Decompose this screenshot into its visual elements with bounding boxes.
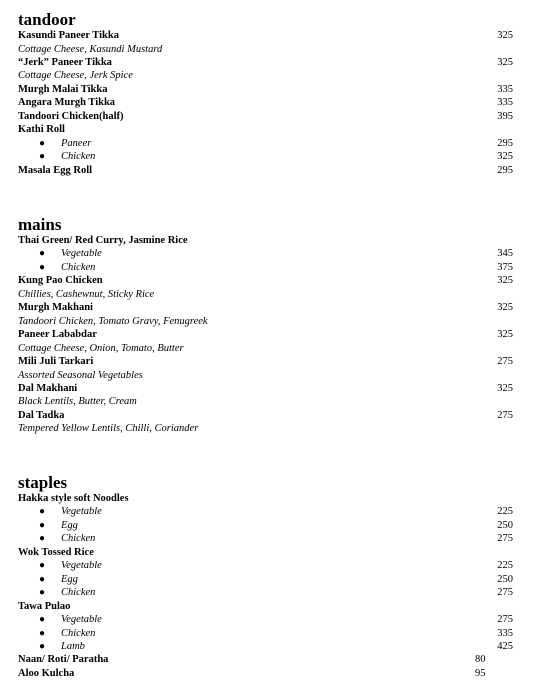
item-name: Angara Murgh Tikka — [18, 97, 116, 109]
item-description — [18, 369, 513, 382]
bullet-icon: ● — [39, 151, 46, 163]
item-description-text: Cottage Cheese, Kasundi Mustard — [18, 43, 163, 55]
menu-item — [18, 234, 513, 247]
item-name: Aloo Kulcha — [18, 667, 75, 679]
sub-item-label: Egg — [61, 519, 78, 531]
item-price: 95 — [475, 667, 486, 679]
menu-item — [18, 409, 513, 422]
sub-item-label: Vegetable — [61, 614, 102, 626]
menu-item — [18, 164, 513, 177]
bullet-icon: ● — [39, 627, 46, 639]
sub-item-price: 425 — [497, 641, 513, 652]
sub-item-label: Chicken — [61, 151, 96, 163]
sub-item — [18, 247, 513, 260]
sub-item — [18, 627, 513, 640]
item-price: 275 — [497, 409, 513, 421]
item-name: Dal Makhani — [18, 382, 78, 394]
item-name: Naan/ Roti/ Paratha — [18, 654, 109, 666]
bullet-icon: ● — [39, 533, 46, 545]
item-description — [18, 342, 513, 355]
sub-item-label: Paneer — [61, 137, 92, 149]
item-description-text: Tandoori Chicken, Tomato Gravy, Fenugreek — [18, 315, 208, 327]
sub-item-label: Lamb — [61, 641, 85, 652]
item-name: Wok Tossed Rice — [18, 546, 94, 558]
item-name: Mili Juli Tarkari — [18, 356, 94, 367]
item-price: 325 — [497, 275, 513, 287]
item-name: Murgh Malai Tikka — [18, 83, 108, 95]
menu-item — [18, 667, 513, 680]
menu-item — [18, 110, 513, 123]
menu-item — [18, 123, 513, 136]
bullet-icon: ● — [39, 519, 46, 531]
sub-item — [18, 573, 513, 586]
sub-item-price: 225 — [497, 506, 513, 518]
menu-item — [18, 83, 513, 96]
sub-item-price: 375 — [497, 261, 513, 273]
bullet-icon: ● — [39, 261, 46, 273]
item-name: Hakka style soft Noodles — [18, 493, 129, 504]
section-heading-mains: mains — [18, 215, 62, 234]
item-price: 335 — [497, 83, 513, 95]
menu-item — [18, 301, 513, 314]
menu-item — [18, 96, 513, 109]
sub-item — [18, 519, 513, 532]
bullet-icon: ● — [39, 560, 46, 572]
item-price: 325 — [497, 329, 513, 341]
item-description — [18, 422, 513, 435]
menu-item — [18, 29, 513, 42]
item-price: 295 — [497, 164, 513, 176]
menu-item — [18, 546, 513, 559]
item-price: 325 — [497, 302, 513, 314]
item-description-text: Black Lentils, Butter, Cream — [18, 396, 137, 408]
menu-item — [18, 274, 513, 287]
item-name: Tandoori Chicken(half) — [18, 110, 124, 122]
sub-item — [18, 261, 513, 274]
item-price: 325 — [497, 30, 513, 41]
sub-item-price: 275 — [497, 614, 513, 626]
item-description — [18, 395, 513, 408]
sub-item-price: 295 — [497, 137, 513, 149]
sub-item-label: Chicken — [61, 533, 96, 545]
sub-item — [18, 613, 513, 626]
sub-item-price: 275 — [497, 533, 513, 545]
item-name: Kathi Roll — [18, 124, 65, 136]
sub-item-label: Chicken — [61, 261, 96, 273]
menu-item — [18, 328, 513, 341]
bullet-icon: ● — [39, 641, 46, 652]
sub-item-price: 335 — [497, 627, 513, 639]
item-name: Masala Egg Roll — [18, 164, 93, 176]
item-price: 275 — [497, 356, 513, 367]
item-name: Dal Tadka — [18, 409, 65, 421]
bullet-icon: ● — [39, 137, 46, 149]
item-description-text: Assorted Seasonal Vegetables — [18, 369, 143, 381]
menu-item — [18, 653, 513, 666]
sub-item — [18, 559, 513, 572]
item-description — [18, 288, 513, 301]
menu-item — [18, 382, 513, 395]
sub-item-label: Chicken — [61, 627, 96, 639]
sub-item-label: Vegetable — [61, 560, 102, 572]
sub-item — [18, 505, 513, 518]
item-price: 325 — [497, 382, 513, 394]
bullet-icon: ● — [39, 587, 46, 599]
item-name: “Jerk” Paneer Tikka — [18, 56, 112, 68]
bullet-icon: ● — [39, 248, 46, 260]
menu-item — [18, 56, 513, 69]
sub-item-label: Vegetable — [61, 248, 102, 260]
sub-item — [18, 137, 513, 150]
item-price: 395 — [497, 110, 513, 122]
sub-item-label: Vegetable — [61, 506, 102, 518]
sub-item-price: 250 — [497, 519, 513, 531]
item-name: Thai Green/ Red Curry, Jasmine Rice — [18, 235, 188, 246]
item-price: 80 — [475, 654, 486, 666]
menu-item — [18, 355, 513, 368]
sub-item-price: 275 — [497, 587, 513, 599]
item-name: Paneer Lababdar — [18, 329, 97, 341]
sub-item-label: Egg — [61, 573, 78, 585]
sub-item — [18, 150, 513, 163]
menu-item — [18, 492, 513, 505]
sub-item-price: 225 — [497, 560, 513, 572]
item-name: Murgh Makhani — [18, 302, 93, 314]
section-heading-tandoor: tandoor — [18, 10, 76, 29]
item-description-text: Tempered Yellow Lentils, Chilli, Coriander — [18, 423, 199, 435]
item-description-text: Cottage Cheese, Jerk Spice — [18, 70, 133, 82]
item-name: Tawa Pulao — [18, 600, 71, 612]
item-price: 335 — [497, 97, 513, 109]
item-description — [18, 69, 513, 82]
item-description-text: Chillies, Cashewnut, Sticky Rice — [18, 288, 155, 300]
item-name: Kung Pao Chicken — [18, 275, 103, 287]
sub-item-label: Chicken — [61, 587, 96, 599]
item-description — [18, 43, 513, 56]
menu-item — [18, 600, 513, 613]
section-heading-staples: staples — [18, 473, 68, 492]
sub-item-price: 250 — [497, 573, 513, 585]
bullet-icon: ● — [39, 573, 46, 585]
bullet-icon: ● — [39, 506, 46, 518]
sub-item — [18, 640, 513, 653]
item-description — [18, 315, 513, 328]
item-price: 325 — [497, 56, 513, 68]
item-name: Kasundi Paneer Tikka — [18, 30, 119, 41]
item-description-text: Cottage Cheese, Onion, Tomato, Butter — [18, 342, 184, 354]
sub-item-price: 325 — [497, 151, 513, 163]
sub-item — [18, 532, 513, 545]
sub-item-price: 345 — [497, 248, 513, 260]
bullet-icon: ● — [39, 614, 46, 626]
sub-item — [18, 586, 513, 599]
